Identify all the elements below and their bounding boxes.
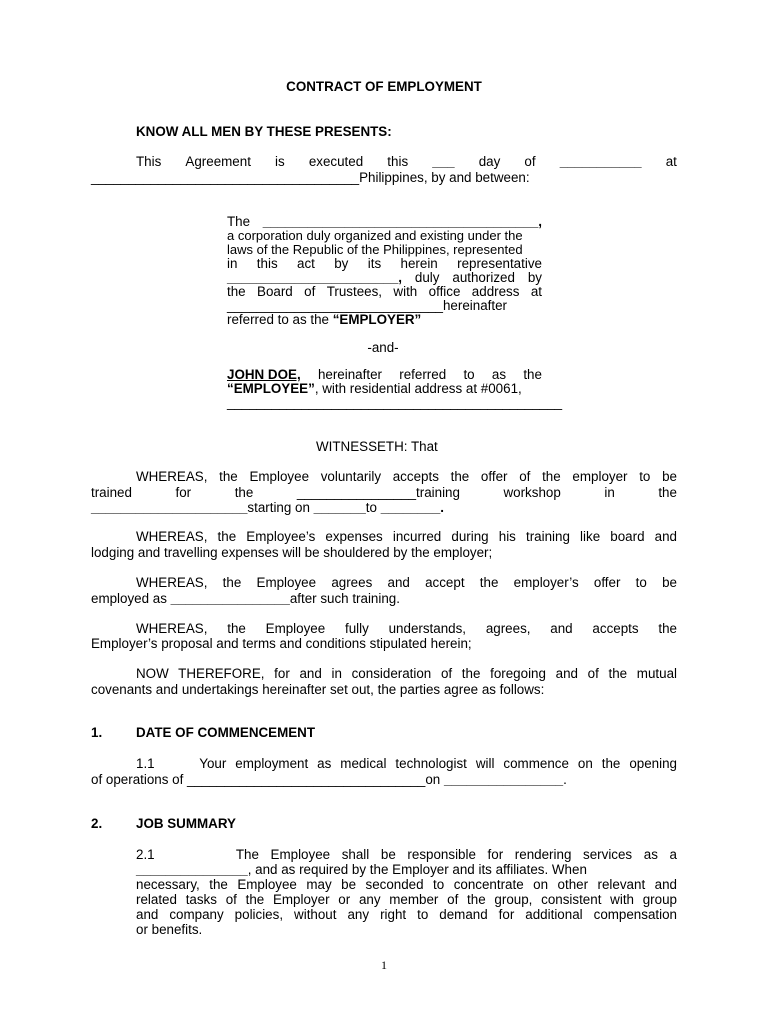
whereas-1-line-2: trained for the ________________training workshop in the — [91, 485, 677, 500]
section-2-heading: JOB SUMMARY — [136, 816, 236, 831]
clause-1-1-line-2: of operations of ________________________________on ________________. — [91, 772, 567, 787]
whereas-1-line-3: _____________________starting on _______to ________. — [91, 500, 444, 515]
whereas-4-line-1: WHEREAS, the Employee fully understands, agrees, and accepts the — [136, 621, 677, 636]
witnesseth-heading: WITNESSETH: That — [316, 439, 438, 454]
page-title: CONTRACT OF EMPLOYMENT — [286, 79, 482, 94]
section-2-number: 2. — [91, 816, 103, 831]
and-separator: -and- — [367, 340, 399, 355]
clause-2-1-line-6: or benefits. — [136, 922, 203, 937]
whereas-2-line-1: WHEREAS, the Employee’s expenses incurred during his training like board and — [136, 529, 677, 544]
whereas-3-line-1: WHEREAS, the Employee agrees and accept the employer’s offer to be — [136, 575, 677, 590]
clause-1-1-line-1: 1.1 Your employment as medical technologist will commence on the opening — [136, 756, 677, 771]
now-therefore-line-1: NOW THEREFORE, for and in consideration of the foregoing and of the mutual — [136, 666, 677, 681]
agreement-line-1: This Agreement is executed this ___ day of ___________ at — [136, 154, 677, 169]
opening-heading: KNOW ALL MEN BY THESE PRESENTS: — [136, 124, 392, 139]
document-page: CONTRACT OF EMPLOYMENT KNOW ALL MEN BY THESE PRESENTS: This Agreement is executed this ___ day of ___________ at ____________________________________Philippines, by and between: The _____________________________________, a corporation duly organized and existing under the laws of the Republic of the Philippines, represented in this act by its herein representative _______________________, duly authorized by the Board of Trustees, with office address at _____________________________hereinafter referred to as the “EMPLOYER” -and- JOHN DOE, hereinafter referred to as the “EMPLOYEE”, with residential address at #0061, _____________________________________________ WITNESSETH: That WHEREAS, the Employee voluntarily accepts the offer of the employer to be trained for the ________________training workshop in the _____________________starting on _______to ________. WHEREAS, the Employee’s expenses incurred during his training like board and lodging and travelling expenses will be shouldered by the employer; WHEREAS, the Employee agrees and accept the employer’s offer to be employed as ________________after such training. WHEREAS, the Employee fully understands, agrees, and accepts the Employer’s proposal and terms and conditions stipulated herein; NOW THEREFORE, for and in consideration of the foregoing and of the mutual covenants and undertakings hereinafter set out, the parties agree as follows: 1. DATE OF COMMENCEMENT 1.1 Your employment as medical technologist will commence on the opening of operations of ________________________________on ________________. 2. JOB SUMMARY 2.1 The Employee shall be responsible for rendering services as a _______________, and as required by the Employer and its affiliates. When necessary, the Employee may be seconded to concentrate on other relevant and related tasks of the Employer or any member of the group, consistent with group and company policies, without any right to demand for additional compensation or benefits. 1 — [0, 0, 768, 1024]
section-1-heading: DATE OF COMMENCEMENT — [136, 725, 316, 740]
agreement-line-2: ____________________________________Philippines, by and between: — [91, 170, 530, 185]
page-number: 1 — [381, 958, 387, 972]
whereas-3-line-2: employed as ________________after such training. — [91, 591, 400, 606]
whereas-1-line-1: WHEREAS, the Employee voluntarily accepts the offer of the employer to be — [136, 469, 677, 484]
section-1-number: 1. — [91, 725, 103, 740]
clause-2-1-line-4: related tasks of the Employer or any member of the group, consistent with group — [136, 892, 677, 907]
now-therefore-line-2: covenants and undertakings hereinafter set out, the parties agree as follows: — [91, 682, 545, 697]
clause-2-1-line-3: necessary, the Employee may be seconded to concentrate on other relevant and — [136, 877, 677, 892]
clause-2-1-line-1: 2.1 The Employee shall be responsible for rendering services as a — [136, 847, 677, 862]
whereas-4-line-2: Employer’s proposal and terms and conditions stipulated herein; — [91, 636, 472, 651]
clause-2-1-line-2: _______________, and as required by the Employer and its affiliates. When — [136, 862, 587, 877]
clause-2-1-line-5: and company policies, without any right to demand for additional compensation — [136, 907, 677, 922]
whereas-2-line-2: lodging and travelling expenses will be shouldered by the employer; — [91, 545, 493, 560]
